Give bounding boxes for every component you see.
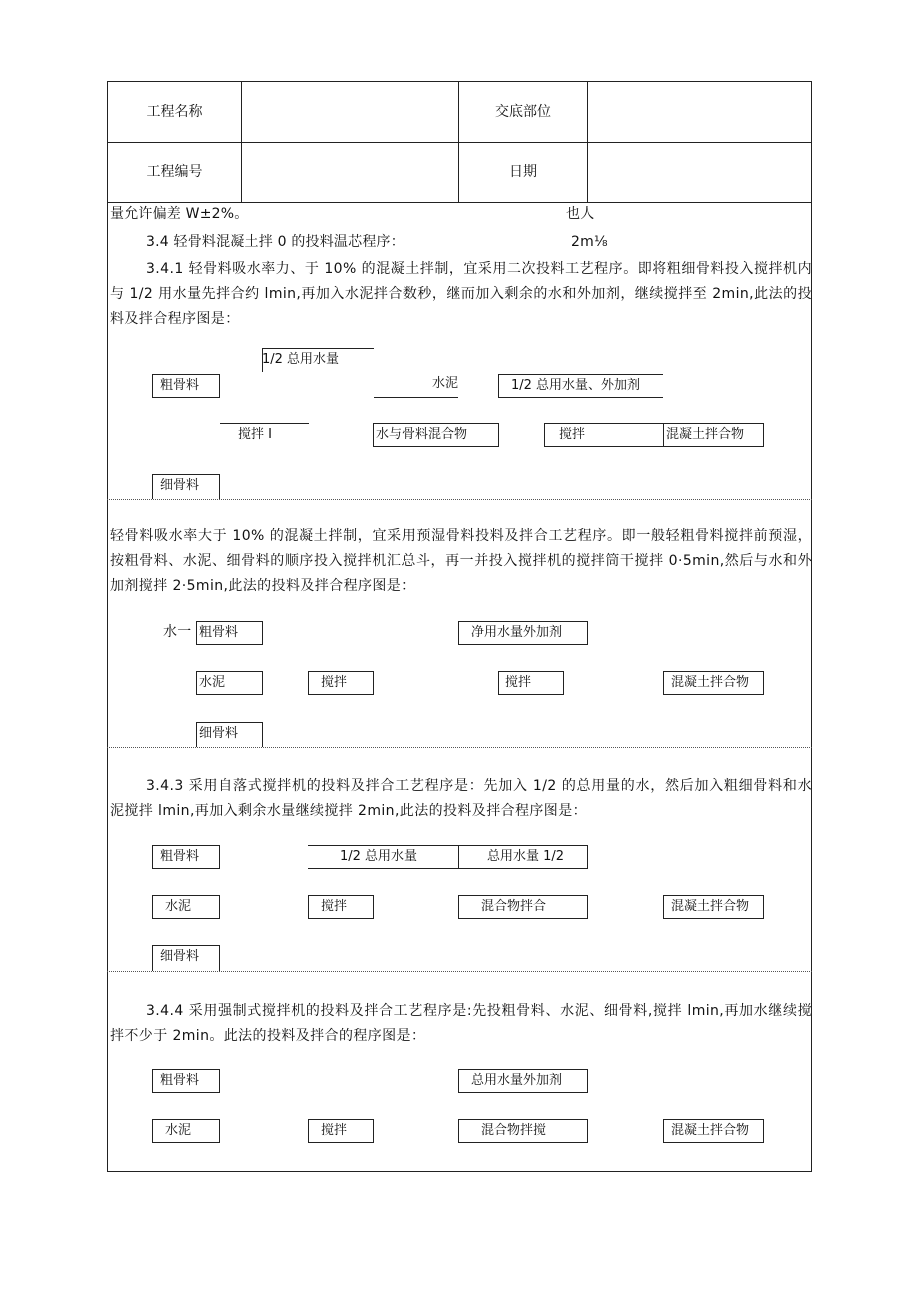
date-label: 日期 (509, 164, 537, 180)
diagram-node-cement: 水泥 (374, 374, 458, 398)
diagram-node-mix-1: 搅拌 I (220, 423, 309, 447)
project-name-label: 工程名称 (146, 104, 203, 120)
tolerance-note: 也人 (566, 206, 595, 222)
diagram-node-fine: 细骨料 (196, 722, 263, 747)
diagram-node-mix: 搅拌 (308, 1119, 374, 1143)
diagram-node-mix: 搅拌 (308, 895, 374, 919)
header-bottom-divider (107, 202, 812, 203)
date-value[interactable] (588, 161, 811, 183)
diagram-node-total-water-half: 总用水量 1/2 (458, 845, 588, 869)
diagram-node-half-water: 1/2 总用水量 (308, 845, 459, 869)
section-heading-note: 2m⅛ (571, 234, 608, 250)
diagram-node-coarse: 粗骨料 (152, 1069, 220, 1093)
project-no-label: 工程编号 (146, 164, 203, 180)
section-paragraph-text: 3.4.4 采用强制式搅拌机的投料及拌合工艺程序是:先投粗骨料、水泥、细骨料,搅拌 lmin,再加水继续搅拌不少于 2min。此法的投料及拌合的程序图是： (110, 1003, 812, 1044)
diagram-node-net-water-admix: 净用水量外加剂 (458, 621, 588, 645)
project-no-value[interactable] (242, 161, 457, 183)
section-paragraph-text: 3.4.1 轻骨料吸水率力、于 10% 的混凝土拌制，宜采用二次投料工艺程序。即将粗细骨料投入搅拌机内与 1/2 用水量先拌合约 lmin,再加入水泥拌合数秒，继而加入剩余的水和外加剂，继续搅拌至 2min,此法的投料及拌合程序图是： (110, 261, 812, 327)
diagram-node-half-water-admix: 1/2 总用水量、外加剂 (498, 374, 663, 398)
diagram-node-mix-blend: 混合物拌合 (458, 895, 588, 919)
tolerance-line: 量允许偏差 W±2%。 (110, 206, 249, 222)
diagram-node-mix-blend: 混合物拌搅 (458, 1119, 588, 1143)
project-name-value[interactable] (242, 101, 457, 123)
diagram-node-mix-2: 搅拌 (544, 423, 664, 447)
section-divider (107, 971, 812, 972)
diagram-node-fine: 细骨料 (152, 474, 220, 499)
diagram-connector (262, 348, 263, 372)
diagram-node-coarse: 粗骨料 (196, 621, 263, 645)
section-paragraph-text: 3.4.3 采用自落式搅拌机的投料及拌合工艺程序是：先加入 1/2 的总用量的水，然后加入粗细骨料和水泥搅拌 lmin,再加入剩余水量继续搅拌 2min,此法的投料及拌合程序图是： (110, 778, 812, 819)
diagram-node-mix-2: 搅拌 (498, 671, 564, 695)
diagram-node-cement: 水泥 (152, 1119, 220, 1143)
diagram-node-half-water: 1/2 总用水量 (262, 348, 374, 372)
diagram-node-fine: 细骨料 (152, 945, 220, 971)
header-row-divider (107, 142, 812, 143)
section-paragraph (110, 774, 812, 824)
section-paragraph: 轻骨料吸水率大于 10% 的混凝土拌制，宜采用预湿骨料投料及拌合工艺程序。即一般轻粗骨料搅拌前预湿，按粗骨料、水泥、细骨料的顺序投入搅拌机汇总斗，再一并投入搅拌机的搅拌筒干搅拌 0·5min,然后与水和外加剂搅拌 2·5min,此法的投料及拌合程序图是： (110, 528, 812, 594)
header-col-divider (458, 81, 459, 202)
header-col-divider (587, 81, 588, 202)
diagram-node-cement: 水泥 (152, 895, 220, 919)
header-col-divider (241, 81, 242, 202)
diagram-node-cement: 水泥 (196, 671, 263, 695)
diagram-node-concrete: 混凝土拌合物 (663, 423, 764, 447)
diagram-node-coarse: 粗骨料 (152, 374, 220, 398)
section-divider (107, 499, 812, 500)
diagram-node-concrete: 混凝土拌合物 (663, 895, 764, 919)
diagram-node-concrete: 混凝土拌合物 (663, 671, 764, 695)
diagram-node-water-prefix: 水一 (163, 624, 192, 640)
section-paragraph (110, 257, 812, 332)
handover-part-value[interactable] (588, 101, 811, 123)
section-heading: 3.4 轻骨料混凝土拌 0 的投料温芯程序： (146, 234, 405, 250)
section-paragraph (110, 999, 812, 1049)
section-divider (107, 747, 812, 748)
diagram-node-concrete: 混凝土拌合物 (663, 1119, 764, 1143)
diagram-node-total-water-admix: 总用水量外加剂 (458, 1069, 588, 1093)
diagram-node-water-aggregate: 水与骨料混合物 (373, 423, 499, 447)
handover-part-label: 交底部位 (495, 104, 551, 120)
diagram-node-mix-1: 搅拌 (308, 671, 374, 695)
diagram-node-coarse: 粗骨料 (152, 845, 220, 869)
